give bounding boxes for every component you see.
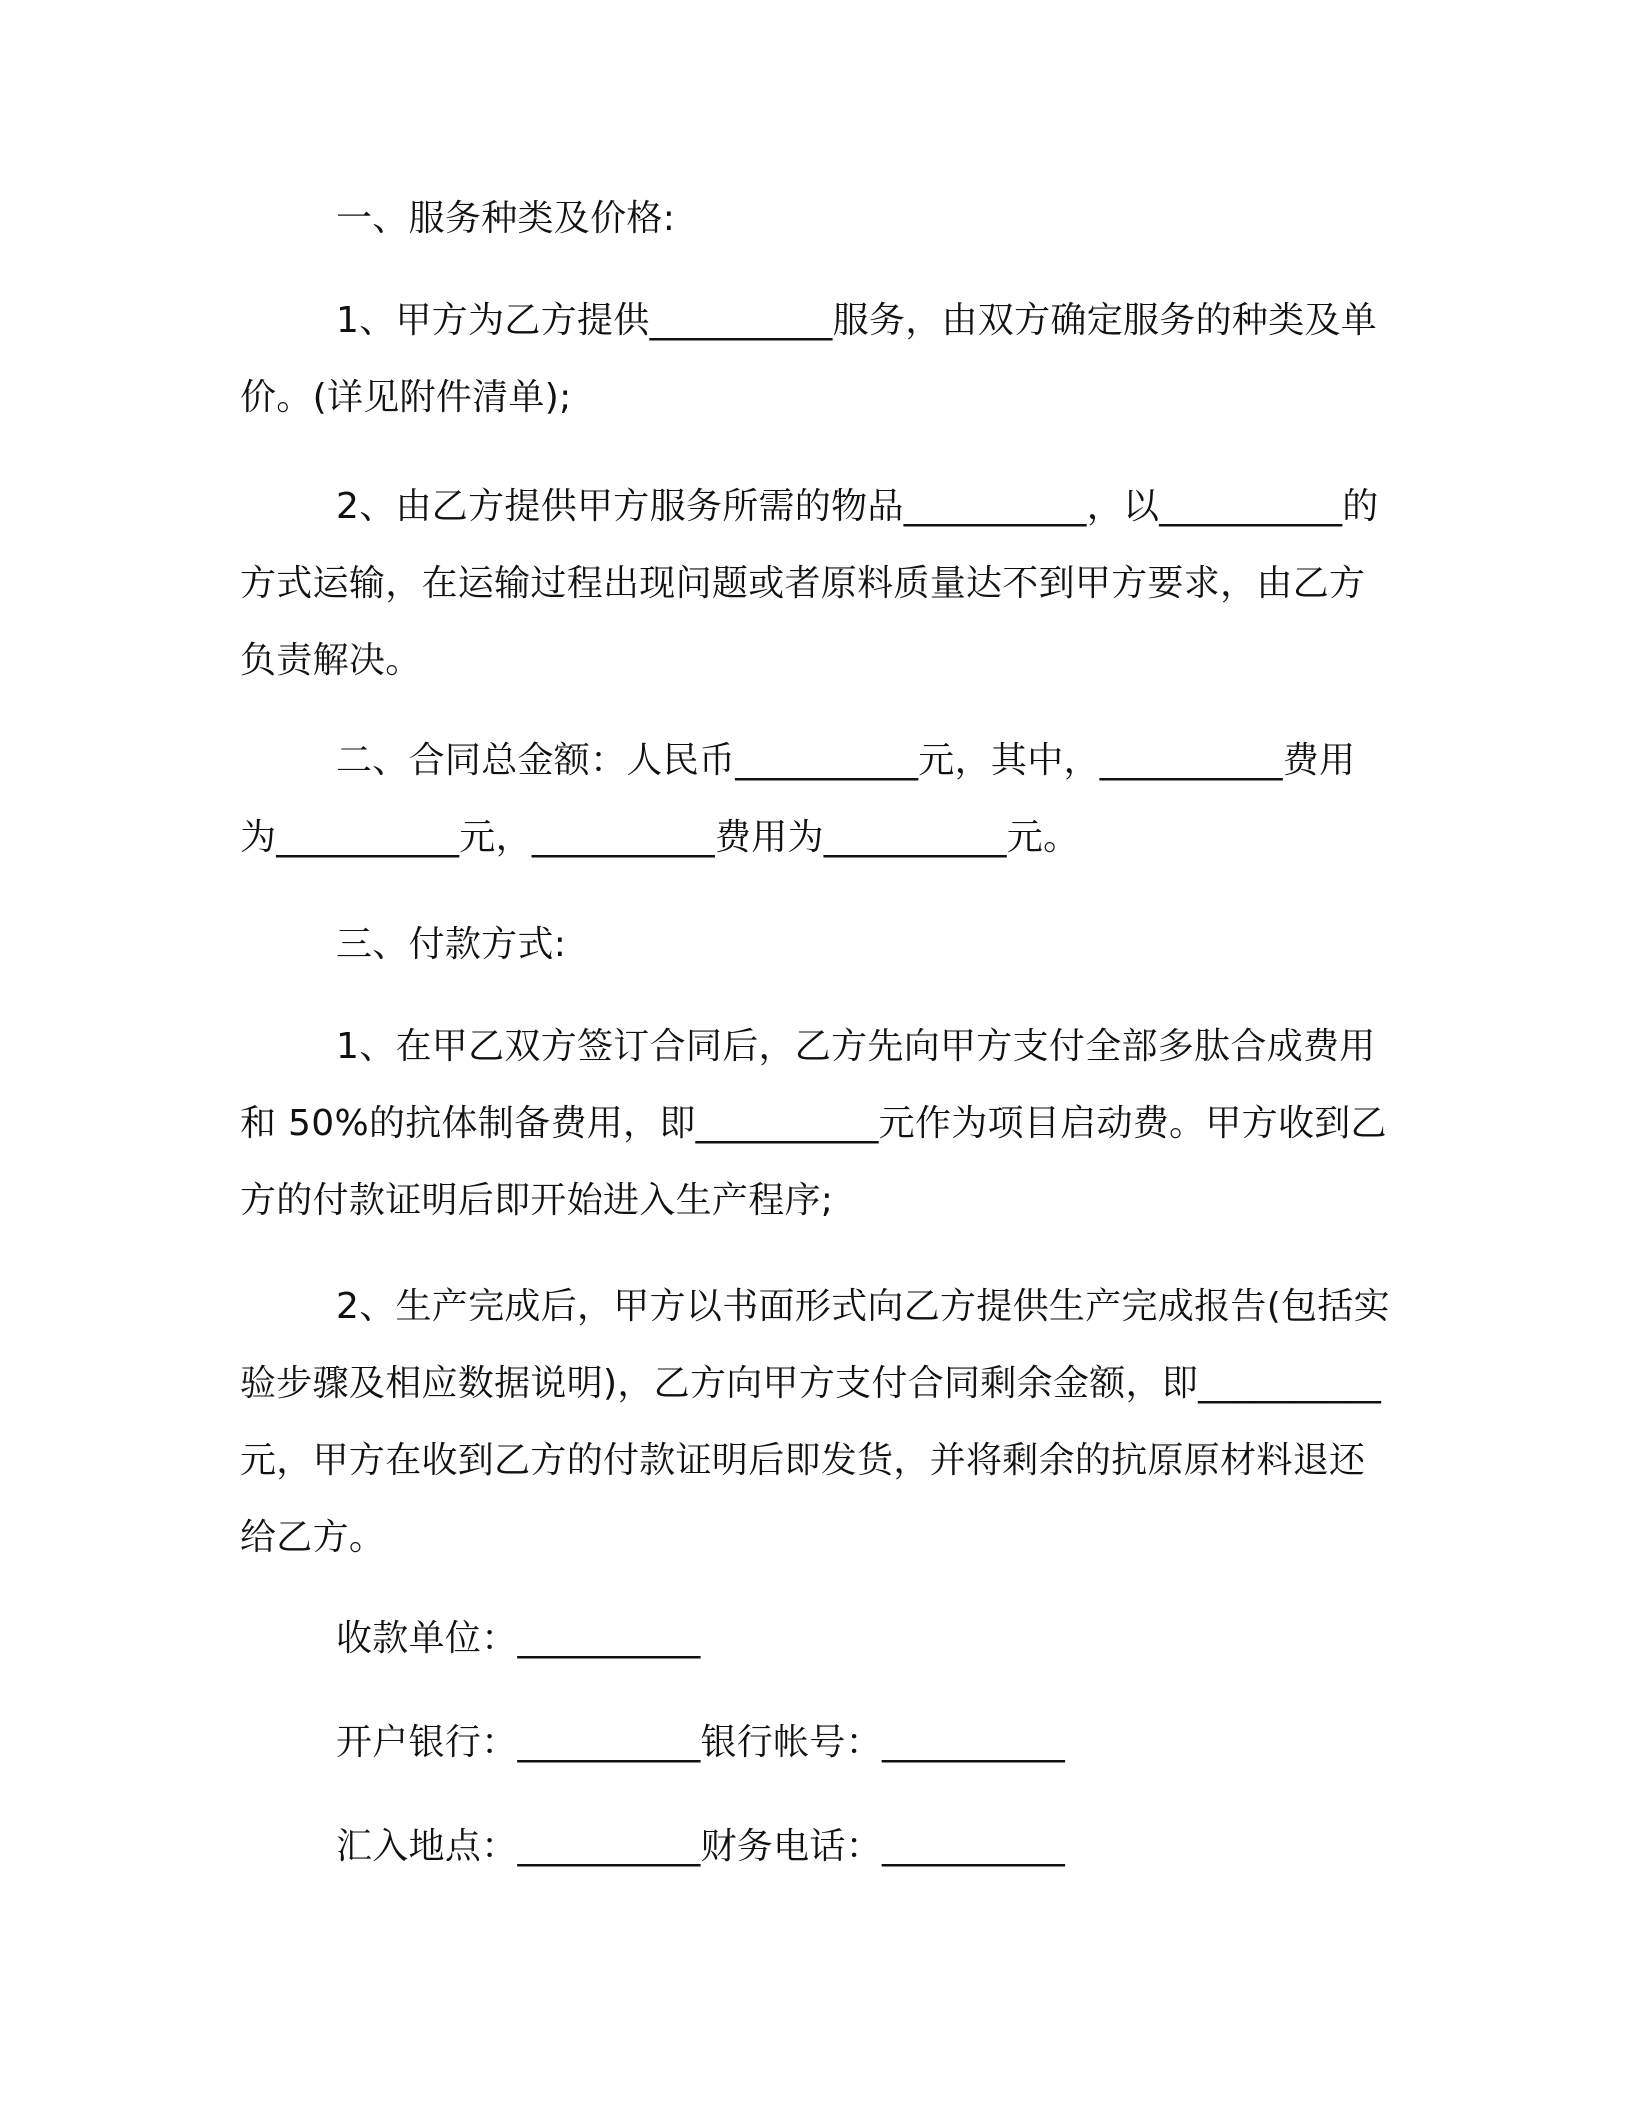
payee-line: 收款单位：__________: [336, 1618, 701, 1659]
bank-line: 开户银行：__________银行帐号：__________: [336, 1722, 1065, 1763]
section1-item1: 1、甲方为乙方提供__________服务，由双方确定服务的种类及单价。(详见附件清单);: [240, 300, 1378, 418]
section3-item2: 2、生产完成后，甲方以书面形式向乙方提供生产完成报告(包括实验步骤及相应数据说明)，乙方向甲方支付合同剩余金额，即__________元，甲方在收到乙方的付款证明后即发货，并将剩余的抗原原材料退还给乙方。: [240, 1286, 1390, 1558]
section3-heading: 三、付款方式:: [336, 924, 567, 965]
section1-heading: 一、服务种类及价格:: [336, 198, 676, 239]
section2-contract-amount: 二、合同总金额：人民币__________元，其中，__________费用为__________元，__________费用为__________元。: [240, 740, 1356, 858]
section1-item2: 2、由乙方提供甲方服务所需的物品__________，以__________的方式运输，在运输过程出现问题或者原料质量达不到甲方要求，由乙方负责解决。: [240, 486, 1379, 681]
remit-line: 汇入地点：__________财务电话：__________: [336, 1826, 1065, 1867]
section3-item1: 1、在甲乙双方签订合同后，乙方先向甲方支付全部多肽合成费用和 50%的抗体制备费用，即__________元作为项目启动费。甲方收到乙方的付款证明后即开始进入生产程序;: [240, 1026, 1387, 1221]
